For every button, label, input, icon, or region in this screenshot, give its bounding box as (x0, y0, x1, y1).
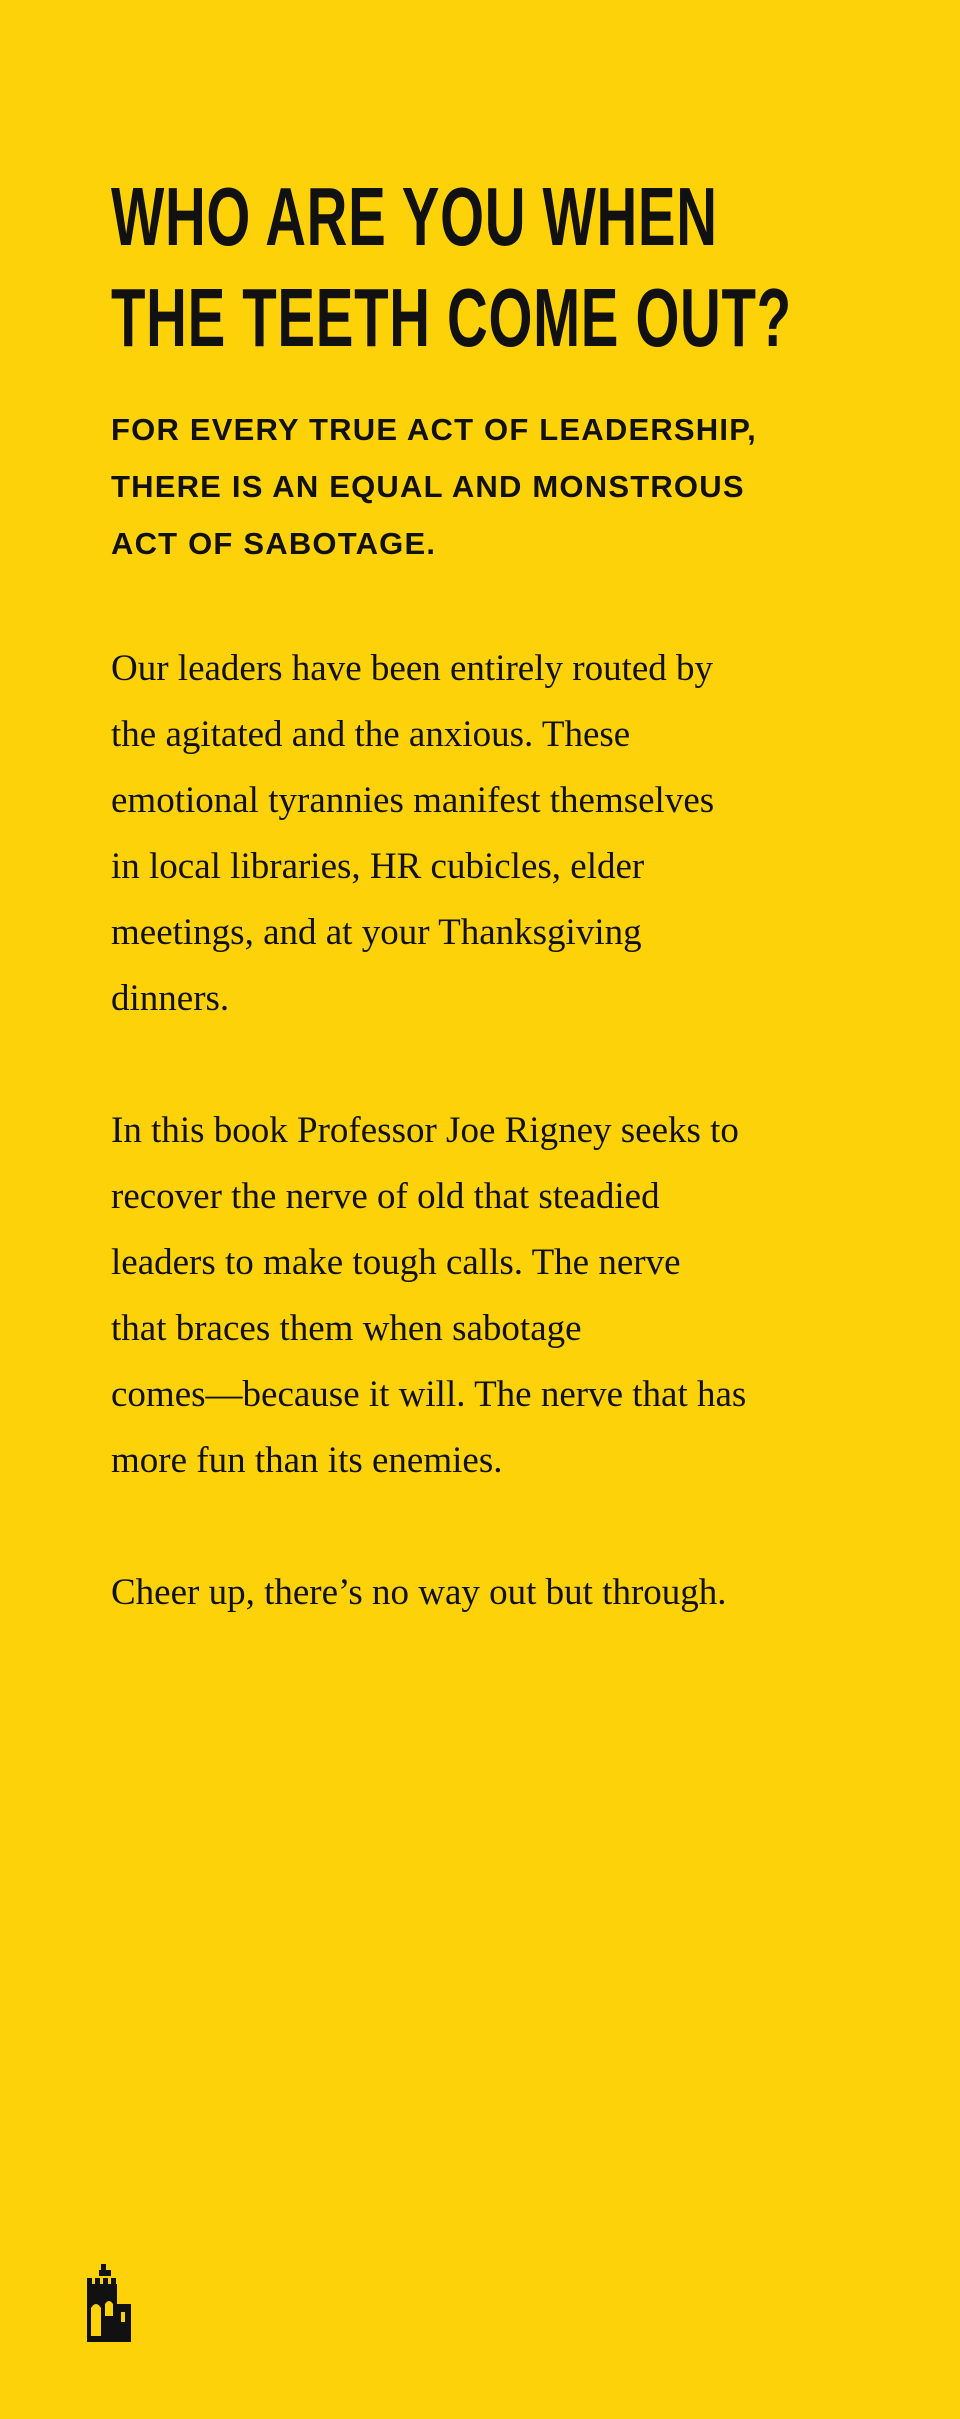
headline-line-1: WHO ARE YOU WHEN (111, 170, 718, 263)
paragraph-line: dinners. (111, 978, 230, 1019)
paragraph-line: In this book Professor Joe Rigney seeks to (111, 1110, 739, 1151)
paragraph-line: comes—because it will. The nerve that has (111, 1374, 747, 1415)
paragraph-line: meetings, and at your Thanksgiving (111, 912, 642, 953)
headline (111, 166, 792, 368)
paragraph-line: more fun than its enemies. (111, 1440, 503, 1481)
paragraph-line: Our leaders have been entirely routed by (111, 648, 714, 689)
paragraph-line: emotional tyrannies manifest themselves (111, 780, 715, 821)
subheadline-line-3: ACT OF SABOTAGE. (111, 526, 437, 561)
publisher-logo (87, 2264, 131, 2342)
paragraph-line: the agitated and the anxious. These (111, 714, 631, 755)
paragraph-line: Cheer up, there’s no way out but through. (111, 1572, 727, 1613)
headline-line-2: THE TEETH COME OUT? (111, 271, 792, 364)
subheadline-line-1: FOR EVERY TRUE ACT OF LEADERSHIP, (111, 412, 757, 447)
paragraph-line: that braces them when sabotage (111, 1308, 582, 1349)
paragraph-line: leaders to make tough calls. The nerve (111, 1242, 681, 1283)
paragraph-line: in local libraries, HR cubicles, elder (111, 846, 645, 887)
body-paragraph-2 (111, 1098, 871, 1494)
subheadline (111, 401, 871, 572)
body-paragraph-1 (111, 636, 871, 1032)
cover-text-block (111, 166, 871, 1626)
subheadline-line-2: THERE IS AN EQUAL AND MONSTROUS (111, 469, 745, 504)
paragraph-line: recover the nerve of old that steadied (111, 1176, 660, 1217)
body-paragraph-3 (111, 1560, 871, 1626)
castle-tower-icon (87, 2264, 131, 2342)
